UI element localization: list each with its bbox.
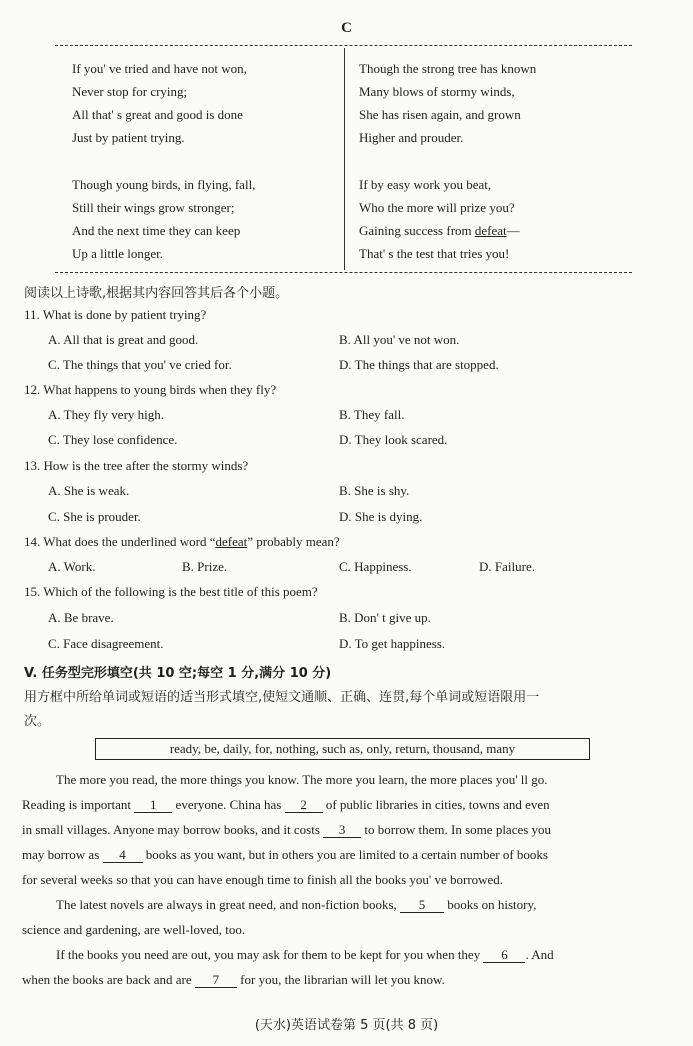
passage-line	[22, 967, 662, 992]
option-12c: C. They lose confidence.	[48, 432, 178, 447]
blank-3[interactable]: 3	[323, 822, 361, 838]
poem-line: If you' ve tried and have not won,	[72, 61, 247, 76]
passage-line	[22, 842, 662, 867]
option-11c: C. The things that you' ve cried for.	[48, 357, 232, 372]
poem-line: Though the strong tree has known	[359, 61, 537, 76]
passage-line	[22, 792, 662, 817]
page-footer: (天水)英语试卷第 5 页(共 8 页)	[254, 1018, 439, 1033]
blank-7[interactable]: 7	[195, 972, 237, 988]
section-v-instruction-cont: 次。	[24, 714, 51, 729]
reading-instruction: 阅读以上诗歌,根据其内容回答其后各个小题。	[24, 286, 289, 301]
poem-line: Up a little longer.	[72, 246, 163, 261]
option-11a: A. All that is great and good.	[48, 332, 199, 347]
option-15b: B. Don' t give up.	[339, 610, 431, 625]
poem-line: Higher and prouder.	[359, 130, 464, 145]
option-14b: B. Prize.	[182, 559, 228, 574]
passage-text: The latest novels are always in great need, and non-fiction books,	[56, 897, 401, 912]
option-14c: C. Happiness.	[339, 559, 412, 574]
option-11d: D. The things that are stopped.	[339, 357, 499, 372]
poem-line: Never stop for crying;	[72, 84, 188, 99]
passage-line	[22, 817, 662, 842]
passage-line: The more you read, the more things you know. The more you learn, the more places you' ll go.	[56, 772, 548, 787]
question-13: 13. How is the tree after the stormy winds?	[24, 458, 249, 473]
word-box: ready, be, daily, for, nothing, such as, only, return, thousand, many	[95, 738, 590, 760]
blank-4[interactable]: 4	[103, 847, 143, 863]
passage-text: everyone. China has	[172, 797, 285, 812]
option-13a: A. She is weak.	[48, 483, 130, 498]
option-15c: C. Face disagreement.	[48, 636, 164, 651]
poem-line-text: Gaining success from	[359, 223, 475, 238]
passage-line: for several weeks so that you can have enough time to finish all the books you' ve borrowed.	[22, 872, 504, 887]
section-v-instruction: 用方框中所给单词或短语的适当形式填空,使短文通顺、正确、连贯,每个单词或短语限用一	[24, 690, 540, 705]
poem-line: Many blows of stormy winds,	[359, 84, 515, 99]
passage-text: to borrow them. In some places you	[361, 822, 552, 837]
passage-text: . And	[525, 947, 554, 962]
column-divider	[344, 48, 345, 270]
option-12b: B. They fall.	[339, 407, 405, 422]
passage-text: Reading is important	[22, 797, 135, 812]
passage-line	[22, 892, 662, 917]
poem-right-column	[359, 57, 536, 265]
question-14	[24, 534, 340, 550]
cloze-passage	[22, 767, 662, 992]
option-13b: B. She is shy.	[339, 483, 410, 498]
poem-line: Still their wings grow stronger;	[72, 200, 235, 215]
option-12d: D. They look scared.	[339, 432, 448, 447]
passage-text: when the books are back and are	[22, 972, 195, 987]
passage-text: may borrow as	[22, 847, 103, 862]
question-15: 15. Which of the following is the best title of this poem?	[24, 584, 318, 599]
divider-top	[55, 45, 632, 46]
blank-1[interactable]: 1	[134, 797, 172, 813]
passage-text: books on history,	[444, 897, 537, 912]
question-11: 11. What is done by patient trying?	[24, 307, 207, 322]
question-14-text-end: ” probably mean?	[247, 534, 340, 549]
option-13c: C. She is prouder.	[48, 509, 141, 524]
passage-text: in small villages. Anyone may borrow books, and it costs	[22, 822, 324, 837]
dash-mark: —	[506, 223, 520, 238]
question-12: 12. What happens to young birds when they fly?	[24, 382, 277, 397]
poem-line: That' s the test that tries you!	[359, 246, 510, 261]
option-14a: A. Work.	[48, 559, 96, 574]
option-15a: A. Be brave.	[48, 610, 114, 625]
poem-line: All that' s great and good is done	[72, 107, 243, 122]
option-15d: D. To get happiness.	[339, 636, 446, 651]
poem-line: If by easy work you beat,	[359, 177, 492, 192]
stanza-gap	[359, 149, 536, 173]
poem-left-column	[72, 57, 255, 265]
passage-text: books as you want, but in others you are limited to a certain number of books	[142, 847, 548, 862]
underlined-word-defeat: defeat	[474, 223, 507, 238]
option-11b: B. All you' ve not won.	[339, 332, 460, 347]
poem-line: Who the more will prize you?	[359, 200, 515, 215]
poem-line: Just by patient trying.	[72, 130, 185, 145]
section-v-title: V. 任务型完形填空(共 10 空;每空 1 分,满分 10 分)	[24, 666, 332, 681]
divider-bottom	[55, 272, 632, 273]
passage-text: for you, the librarian will let you know.	[236, 972, 445, 987]
question-14-text: 14. What does the underlined word “	[24, 534, 216, 549]
option-12a: A. They fly very high.	[48, 407, 165, 422]
poem-line: She has risen again, and grown	[359, 107, 521, 122]
blank-6[interactable]: 6	[483, 947, 525, 963]
underlined-word-defeat: defeat	[215, 534, 248, 549]
blank-5[interactable]: 5	[400, 897, 444, 913]
passage-line: science and gardening, are well-loved, too.	[22, 922, 246, 937]
poem-line: And the next time they can keep	[72, 223, 241, 238]
option-13d: D. She is dying.	[339, 509, 423, 524]
option-14d: D. Failure.	[479, 559, 535, 574]
poem-line	[359, 219, 536, 242]
poem-line: Though young birds, in flying, fall,	[72, 177, 256, 192]
passage-line	[22, 942, 662, 967]
blank-2[interactable]: 2	[285, 797, 323, 813]
section-c-heading: C	[341, 20, 352, 36]
stanza-gap	[72, 149, 255, 173]
passage-text: If the books you need are out, you may ask for them to be kept for you when they	[56, 947, 484, 962]
passage-text: of public libraries in cities, towns and even	[322, 797, 550, 812]
